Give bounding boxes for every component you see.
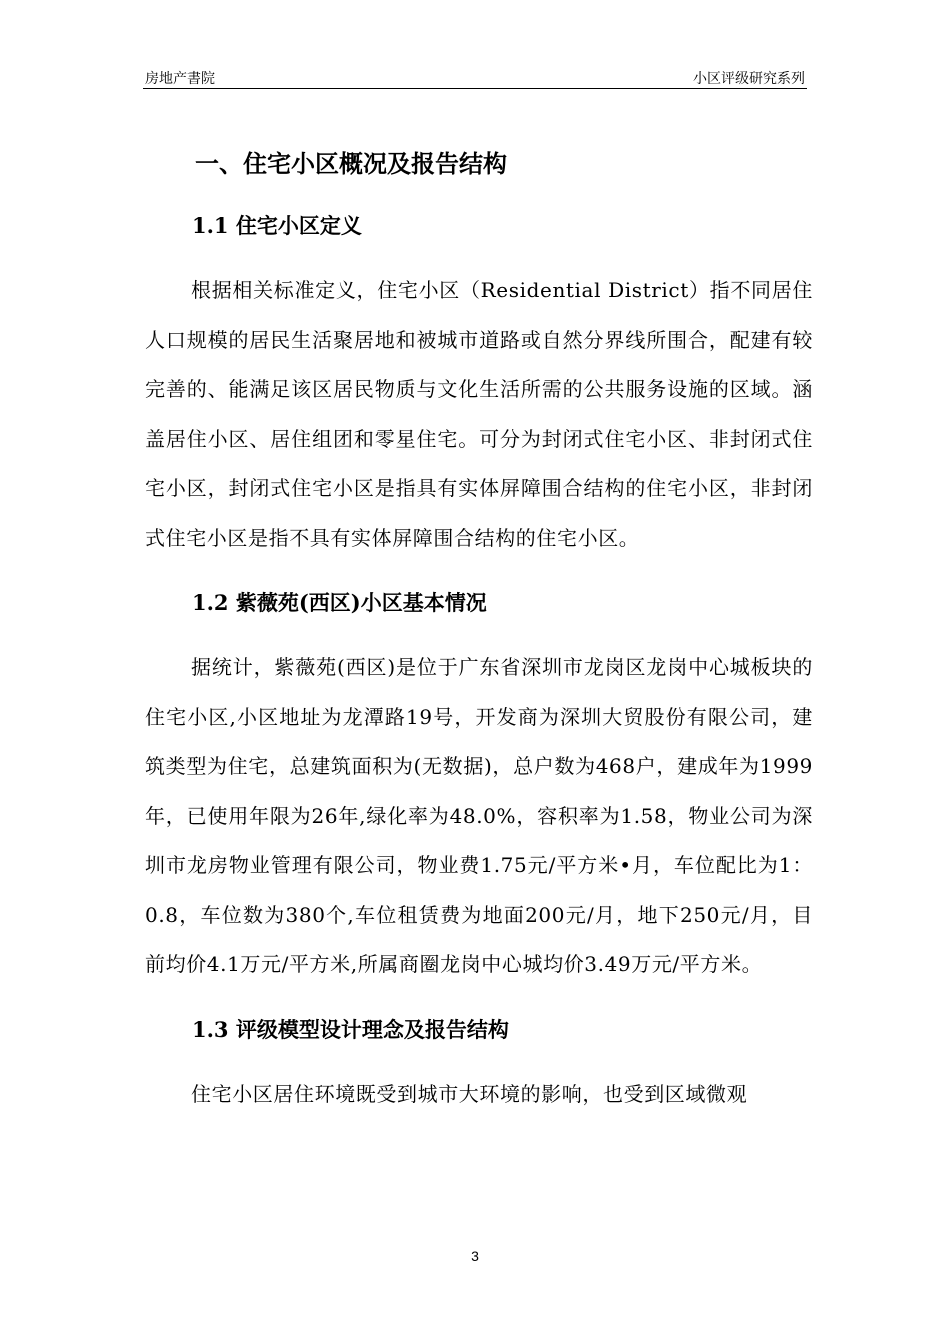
section-heading-1-1: 1.1 住宅小区定义 [192,213,362,238]
chapter-title: 一、住宅小区概况及报告结构 [195,149,507,178]
section-paragraph-1-1: 根据相关标准定义，住宅小区（Residential District）指不同居住人口规模的居民生活聚居地和被城市道路或自然分界线所围合，配建有较完善的、能满足该区居民物质与文化生活所需的公共服务设施的区域。涵盖居住小区、居住组团和零星住宅。可分为封闭式住宅小区、非封闭式住宅小区，封闭式住宅小区是指具有实体屏障围合结构的住宅小区，非封闭式住宅小区是指不具有实体屏障围合结构的住宅小区。 [145,278,813,550]
document-body [145,140,813,1119]
section-heading-1-2: 1.2 紫薇苑(西区)小区基本情况 [192,590,487,615]
page-header [143,66,807,89]
section-heading-1-3: 1.3 评级模型设计理念及报告结构 [192,1016,509,1042]
section-paragraph-1-2: 据统计，紫薇苑(西区)是位于广东省深圳市龙岗区龙岗中心城板块的住宅小区,小区地址为龙潭路19号，开发商为深圳大贸股份有限公司，建筑类型为住宅，总建筑面积为(无数据)，总户数为468户，建成年为1999年，已使用年限为26年,绿化率为48.0%，容积率为1.58，物业公司为深圳市龙房物业管理有限公司，物业费1.75元/平方米•月，车位配比为1：0.8，车位数为380个,车位租赁费为地面200元/月，地下250元/月，目前均价4.1万元/平方米,所属商圈龙岗中心城均价3.49万元/平方米。 [145,655,813,976]
section-paragraph-1-3: 住宅小区居住环境既受到城市大环境的影响，也受到区域微观 [191,1081,748,1106]
header-series-title: 小区评级研究系列 [693,71,805,87]
page-number: 3 [471,1248,479,1264]
header-publisher: 房地产書院 [145,71,215,87]
